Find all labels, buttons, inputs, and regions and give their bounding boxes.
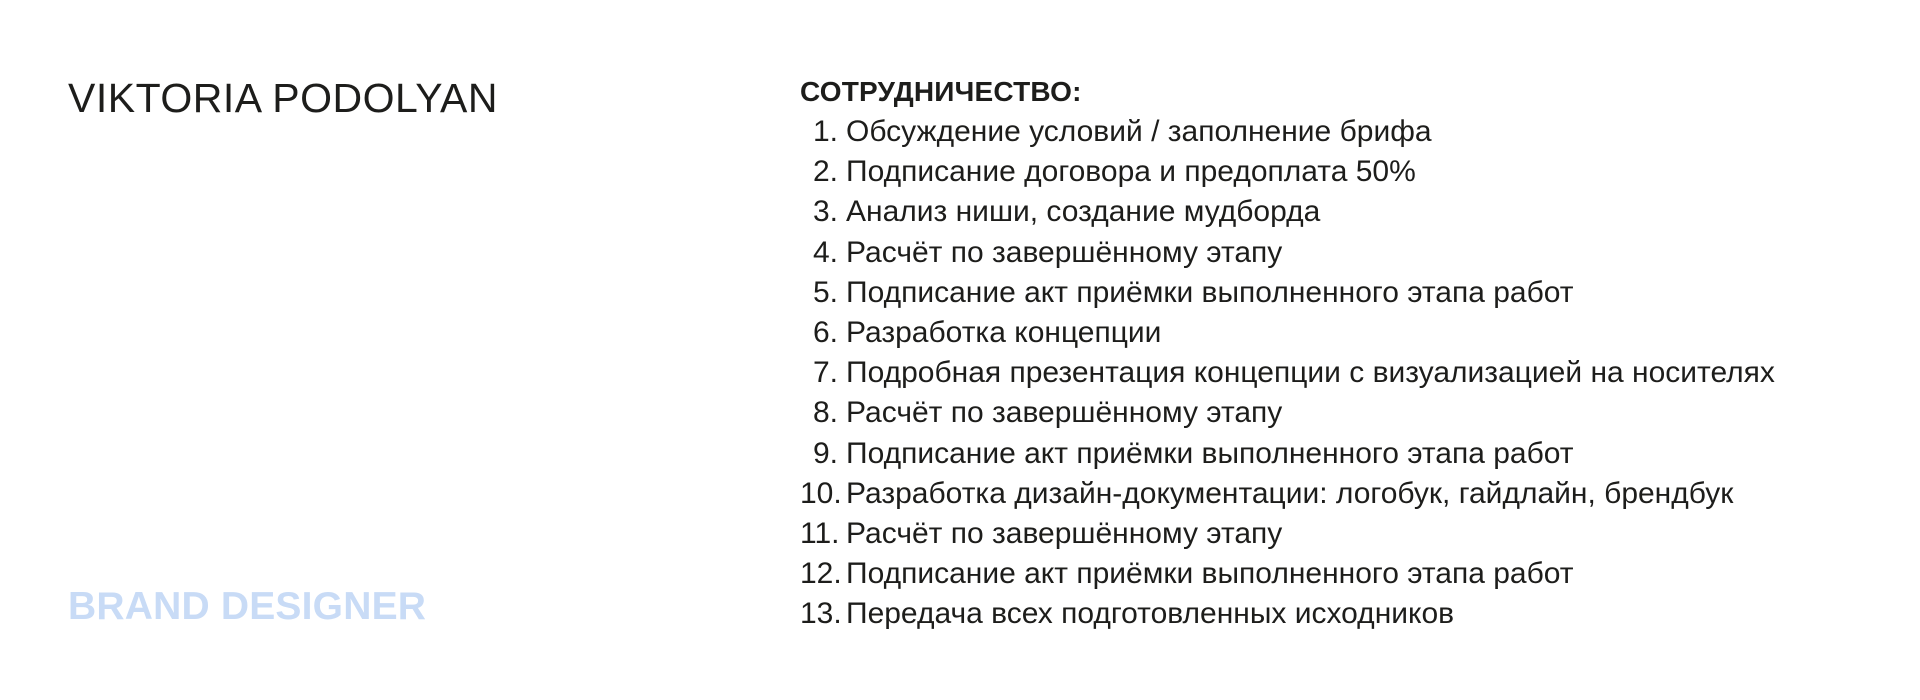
step-text: Расчёт по завершённому этапу xyxy=(846,235,1283,269)
step-number: 7. xyxy=(812,356,838,390)
step-item xyxy=(800,192,1900,232)
step-number: 1. xyxy=(812,115,838,148)
step-item xyxy=(800,514,1900,554)
step-number: 4. xyxy=(812,235,838,269)
step-text: Подписание акт приёмки выполненного этапа работ xyxy=(846,275,1574,309)
step-text: Подписание акт приёмки выполненного этапа работ xyxy=(846,557,1574,591)
step-item xyxy=(800,594,1900,634)
step-text: Расчёт по завершённому этапу xyxy=(846,517,1283,551)
step-number: 3. xyxy=(812,195,838,229)
step-number: 6. xyxy=(812,316,838,350)
designer-name: VIKTORIA PODOLYAN xyxy=(68,75,499,121)
step-item xyxy=(800,393,1900,433)
step-item xyxy=(800,353,1900,393)
step-item xyxy=(800,434,1900,474)
step-text: Анализ ниши, создание мудборда xyxy=(846,195,1321,229)
step-text: Подробная презентация концепции с визуализацией на носителях xyxy=(846,356,1775,390)
step-text: Расчёт по завершённому этапу xyxy=(846,396,1283,430)
designer-role: BRAND DESIGNER xyxy=(68,585,427,628)
step-number: 5. xyxy=(812,275,838,309)
step-number: 8. xyxy=(812,396,838,430)
collaboration-steps-list xyxy=(800,112,1900,635)
step-number: 2. xyxy=(812,155,838,189)
collaboration-section xyxy=(800,72,1900,635)
step-number: 10. xyxy=(800,476,842,510)
step-text: Подписание акт приёмки выполненного этапа работ xyxy=(846,436,1574,470)
step-text: Подписание договора и предоплата 50% xyxy=(846,155,1416,189)
step-text: Разработка концепции xyxy=(846,316,1162,350)
step-number: 13. xyxy=(800,597,842,631)
step-item xyxy=(800,152,1900,192)
step-item xyxy=(800,112,1900,152)
step-text: Обсуждение условий / заполнение брифа xyxy=(846,115,1432,148)
step-item xyxy=(800,313,1900,353)
step-number: 11. xyxy=(800,517,840,551)
step-item xyxy=(800,554,1900,594)
collaboration-heading: СОТРУДНИЧЕСТВО: xyxy=(800,76,1082,107)
step-item xyxy=(800,474,1900,514)
step-text: Разработка дизайн-документации: логобук, гайдлайн, брендбук xyxy=(846,476,1734,510)
step-item xyxy=(800,233,1900,273)
step-number: 9. xyxy=(812,436,838,470)
step-text: Передача всех подготовленных исходников xyxy=(846,597,1455,631)
step-item xyxy=(800,273,1900,313)
step-number: 12. xyxy=(800,557,842,591)
